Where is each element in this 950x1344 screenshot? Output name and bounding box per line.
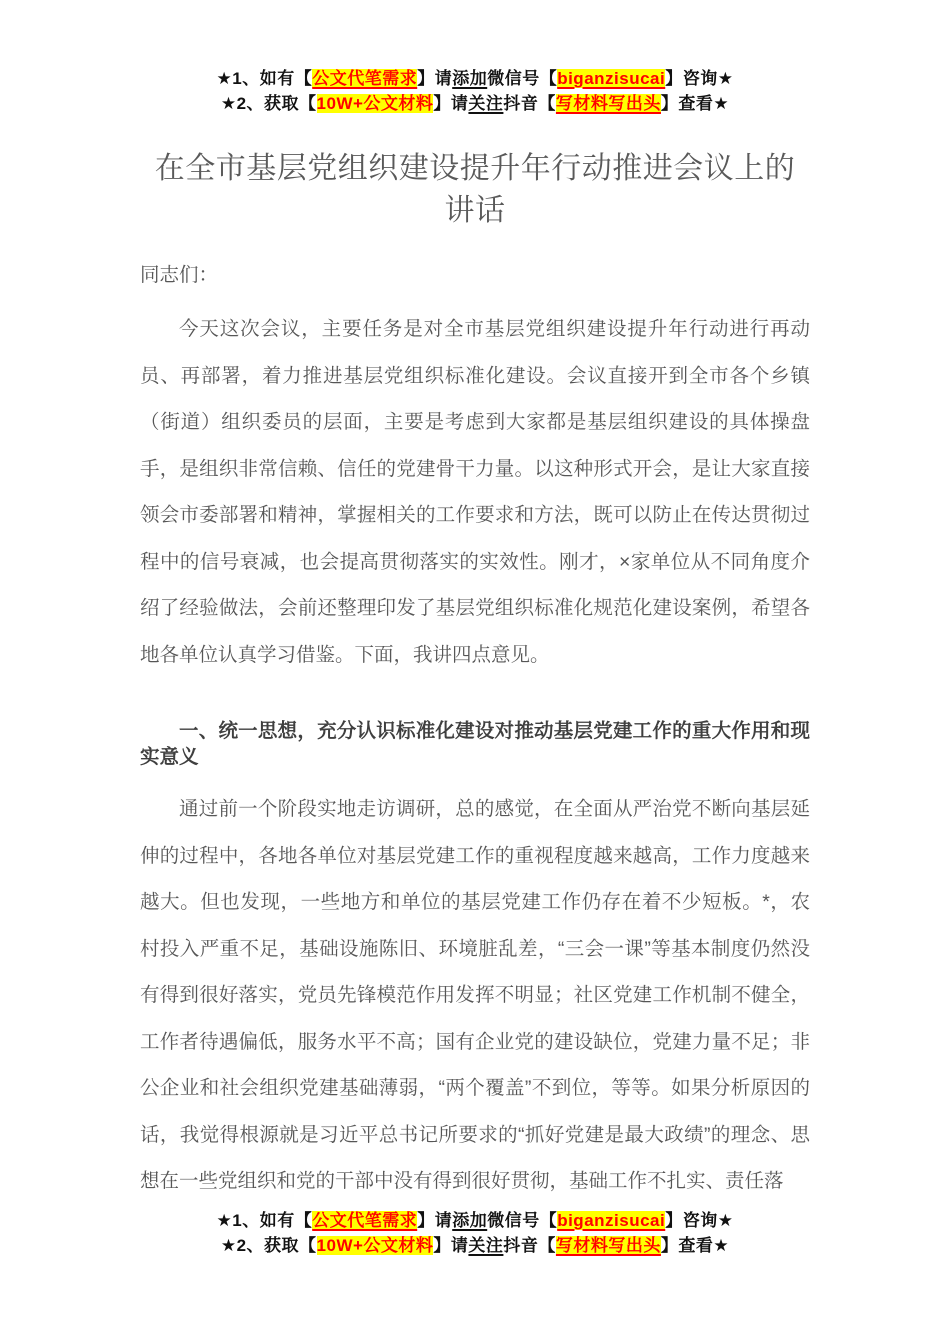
promo-banner-bottom bbox=[0, 1208, 950, 1258]
promo-underline-follow: 关注 bbox=[468, 1236, 504, 1255]
promo-text: ★2、获取【 bbox=[220, 94, 317, 113]
promo-highlight-materials: 10W+公文材料 bbox=[316, 1236, 434, 1255]
promo-highlight-douyin-account: 写材料写出头 bbox=[555, 1236, 661, 1255]
promo-text: 】请 bbox=[433, 94, 469, 113]
promo-text: 微信号【 bbox=[487, 1211, 558, 1230]
promo-line-2 bbox=[0, 1233, 950, 1258]
promo-text: ★2、获取【 bbox=[220, 1236, 317, 1255]
promo-highlight-wechat-id: biganzisucai bbox=[557, 1211, 666, 1230]
promo-text: 抖音【 bbox=[503, 1236, 556, 1255]
promo-highlight-writing-service: 公文代笔需求 bbox=[312, 1211, 418, 1230]
document-title: 在全市基层党组织建设提升年行动推进会议上的讲话 bbox=[154, 152, 796, 227]
promo-text: ★1、如有【 bbox=[216, 1211, 313, 1230]
promo-highlight-wechat-id: biganzisucai bbox=[557, 69, 666, 88]
promo-text: 】请 bbox=[417, 69, 453, 88]
promo-text: 】咨询★ bbox=[665, 69, 734, 88]
promo-highlight-writing-service: 公文代笔需求 bbox=[312, 69, 418, 88]
promo-text: 抖音【 bbox=[503, 94, 556, 113]
promo-text: 】咨询★ bbox=[665, 1211, 734, 1230]
promo-banner-top bbox=[0, 0, 950, 116]
promo-text: 】查看★ bbox=[660, 1236, 730, 1255]
promo-line-1 bbox=[0, 1208, 950, 1233]
document-content bbox=[140, 148, 810, 1205]
promo-text: 】请 bbox=[417, 1211, 453, 1230]
promo-text: 】查看★ bbox=[660, 94, 730, 113]
paragraph-intro: 今天这次会议，主要任务是对全市基层党组织建设提升年行动进行再动员、再部署，着力推进基层党组织标准化建设。会议直接开到全市各个乡镇（街道）组织委员的层面，主要是考虑到大家都是基层组织建设的具体操盘手，是组织非常信赖、信任的党建骨干力量。以这种形式开会，是让大家直接领会市委部署和精神，掌握相关的工作要求和方法，既可以防止在传达贯彻过程中的信号衰减，也会提高贯彻落实的实效性。刚才，×家单位从不同角度介绍了经验做法，会前还整理印发了基层党组织标准化规范化建设案例，希望各地各单位认真学习借鉴。下面，我讲四点意见。 bbox=[140, 318, 810, 666]
promo-text: 】请 bbox=[433, 1236, 469, 1255]
promo-underline-follow: 关注 bbox=[468, 94, 504, 113]
promo-underline-add: 添加 bbox=[452, 69, 488, 88]
section-heading-1: 一、统一思想，充分认识标准化建设对推动基层党建工作的重大作用和现实意义 bbox=[140, 720, 810, 768]
promo-text: 微信号【 bbox=[487, 69, 558, 88]
promo-highlight-materials: 10W+公文材料 bbox=[316, 94, 434, 113]
promo-text: ★1、如有【 bbox=[216, 69, 313, 88]
paragraph-section-1: 通过前一个阶段实地走访调研，总的感觉，在全面从严治党不断向基层延伸的过程中，各地各单位对基层党建工作的重视程度越来越高，工作力度越来越大。但也发现，一些地方和单位的基层党建工作仍存在着不少短板。*，农村投入严重不足，基础设施陈旧、环境脏乱差，“三会一课”等基本制度仍然没有得到很好落实，党员先锋模范作用发挥不明显；社区党建工作机制不健全，工作者待遇偏低，服务水平不高；国有企业党的建设缺位，党建力量不足；非公企业和社会组织党建基础薄弱，“两个覆盖”不到位，等等。如果分析原因的话，我觉得根源就是习近平总书记所要求的“抓好党建是最大政绩”的理念、思想在一些党组织和党的干部中没有得到很好贯彻，基础工作不扎实、责任落 bbox=[140, 798, 810, 1192]
promo-underline-add: 添加 bbox=[452, 1211, 488, 1230]
promo-line-1 bbox=[0, 66, 950, 91]
promo-highlight-douyin-account: 写材料写出头 bbox=[555, 94, 661, 113]
salutation: 同志们： bbox=[140, 264, 219, 286]
promo-line-2 bbox=[0, 91, 950, 116]
